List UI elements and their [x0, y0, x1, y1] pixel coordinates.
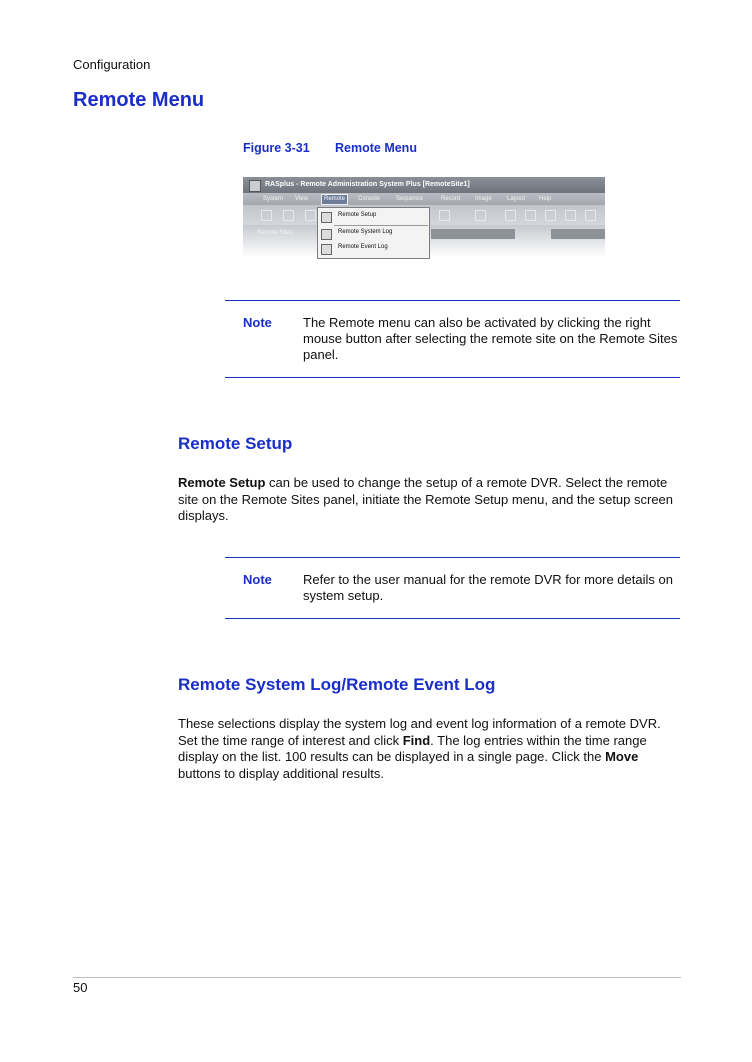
menu-layout[interactable]: Layout: [507, 196, 526, 202]
window-title: RASplus - Remote Administration System Plus [RemoteSite1]: [265, 181, 470, 188]
paragraph-text: These selections display the system log and event log information of a remote DVR. Set the time range of interest and click: [178, 716, 661, 748]
menu-view[interactable]: View: [295, 196, 308, 202]
page-title: Remote Menu: [73, 89, 205, 111]
window-titlebar: [243, 177, 605, 193]
bold-term: Remote Setup: [178, 475, 266, 490]
menu-bar: [243, 193, 605, 205]
figure-number: Figure 3-31: [243, 141, 310, 155]
camera-header: [551, 229, 605, 239]
menu-item-remote-setup[interactable]: [318, 210, 429, 224]
event-log-icon: [321, 244, 332, 255]
menu-image[interactable]: Image: [475, 196, 492, 202]
system-log-icon: [321, 229, 332, 240]
menu-remote[interactable]: Remote: [321, 194, 348, 205]
note-bottom-rule: [225, 618, 680, 619]
menu-divider: [334, 225, 428, 226]
menu-help[interactable]: Help: [539, 196, 552, 202]
note-top-rule: [225, 300, 680, 301]
toolbar-button-icon[interactable]: [439, 210, 450, 221]
menu-sequence[interactable]: Sequence: [396, 196, 424, 202]
menu-item-label: Remote System Log: [338, 229, 393, 235]
note-top-rule: [225, 557, 680, 558]
remote-menu-screenshot: [243, 177, 605, 263]
toolbar-button-icon[interactable]: [283, 210, 294, 221]
footer-rule: [73, 977, 681, 978]
remote-log-paragraph: [178, 716, 683, 782]
layout-1-icon[interactable]: [505, 210, 516, 221]
camera-header: [431, 229, 515, 239]
menu-item-remote-system-log[interactable]: [318, 227, 429, 241]
bold-term-move: Move: [605, 749, 639, 764]
menu-system[interactable]: System: [263, 196, 284, 202]
menu-item-label: Remote Setup: [338, 212, 377, 218]
remote-setup-icon: [321, 212, 332, 223]
figure-title: Remote Menu: [335, 141, 417, 155]
layout-16-icon[interactable]: [565, 210, 576, 221]
toolbar-button-icon[interactable]: [475, 210, 486, 221]
menu-console[interactable]: Console: [358, 196, 381, 202]
menu-item-label: Remote Event Log: [338, 244, 388, 250]
toolbar-button-icon[interactable]: [261, 210, 272, 221]
note-text: The Remote menu can also be activated by clicking the right mouse button after selecting the remote site on the Remote Sites panel.: [303, 315, 678, 362]
remote-dropdown-menu: [317, 207, 430, 259]
layout-full-icon[interactable]: [585, 210, 596, 221]
section-heading-remote-log: Remote System Log/Remote Event Log: [178, 675, 496, 694]
paragraph-text: . The log entries within the time range display on the list. 100 results can be displayed in a single page. Click the: [178, 732, 647, 764]
page-number: 50: [73, 980, 88, 995]
toolbar-button-icon[interactable]: [305, 210, 316, 221]
menu-record[interactable]: Record: [441, 196, 461, 202]
note-label: Note: [243, 315, 272, 330]
remote-sites-panel-label: Remote Sites: [257, 230, 294, 236]
note-label: Note: [243, 572, 272, 587]
section-heading-remote-setup: Remote Setup: [178, 434, 293, 453]
paragraph-text: buttons to display additional results.: [178, 765, 384, 781]
note-bottom-rule: [225, 377, 680, 378]
running-header: Configuration: [73, 57, 151, 72]
app-icon: [249, 180, 261, 192]
layout-9-icon[interactable]: [545, 210, 556, 221]
remote-setup-paragraph: [178, 475, 683, 525]
layout-4-icon[interactable]: [525, 210, 536, 221]
bold-term-find: Find: [402, 732, 431, 748]
paragraph-text: can be used to change the setup of a remote DVR. Select the remote site on the Remote Sites panel, initiate the Remote Setup menu, and the setup screen displays.: [178, 475, 674, 523]
note-text: Refer to the user manual for the remote DVR for more details on system setup.: [303, 572, 673, 603]
menu-item-remote-event-log[interactable]: [318, 242, 429, 256]
